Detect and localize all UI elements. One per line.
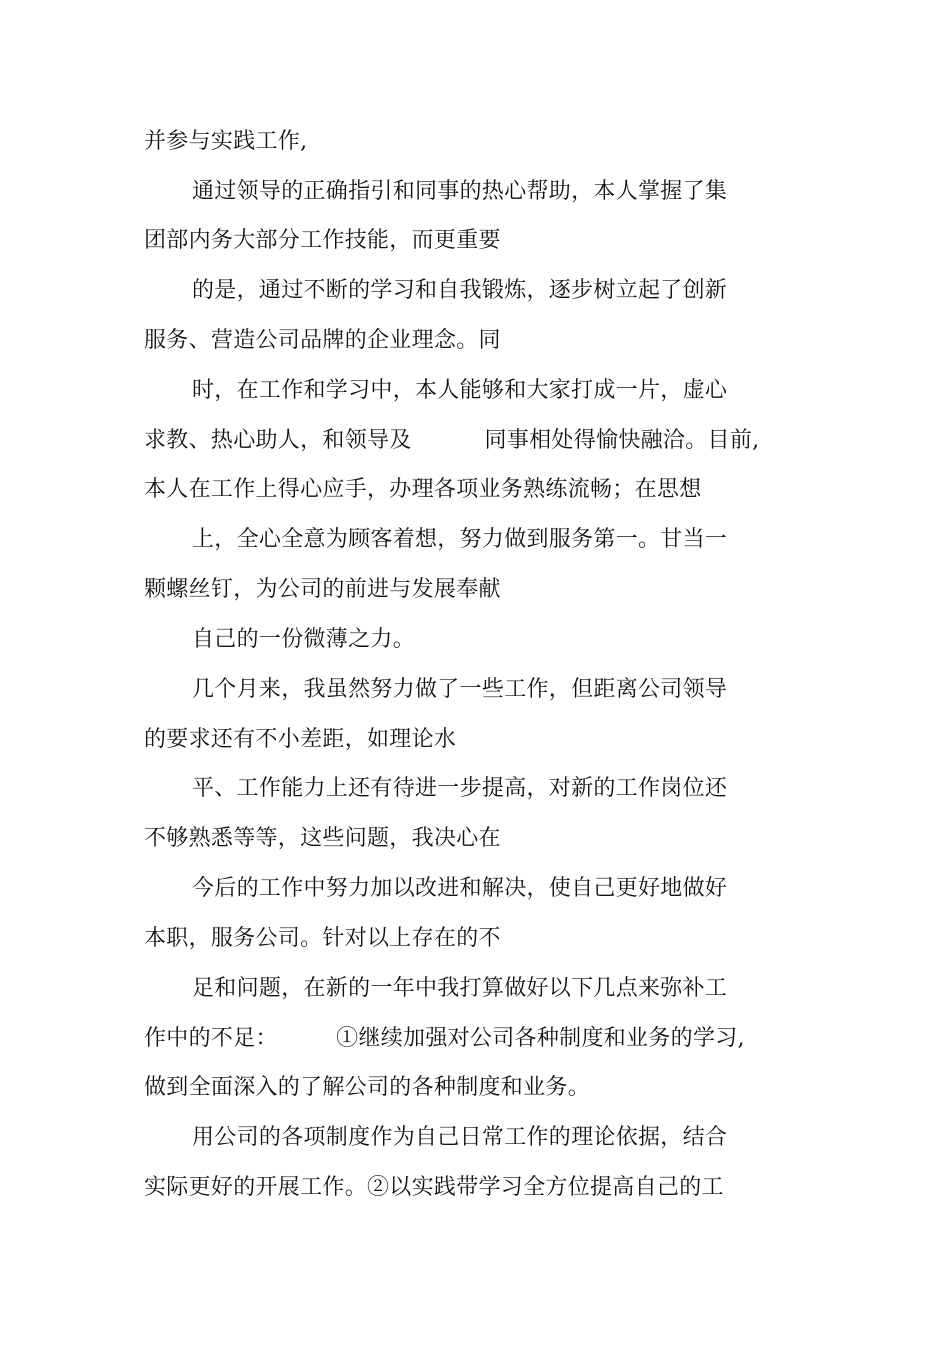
text-line: 通过领导的正确指引和同事的热心帮助，本人掌握了集 [192,179,728,204]
text-line: 几个月来，我虽然努力做了一些工作，但距离公司领导 [192,677,728,702]
text-line: 不够熟悉等等，这些问题，我决心在 [144,826,501,851]
text-line: 颗螺丝钉，为公司的前进与发展奉献 [144,577,501,602]
text-line: 并参与实践工作, [144,129,308,154]
text-line: 求教、热心助人，和领导及 同事相处得愉快融洽。目前, [144,428,760,453]
text-line: 足和问题，在新的一年中我打算做好以下几点来弥补工 [192,976,728,1001]
text-line: 本职，服务公司。针对以上存在的不 [144,926,501,951]
text-line: 的要求还有不小差距，如理论水 [144,727,457,752]
text-line: 实际更好的开展工作。②以实践带学习全方位提高自己的工 [144,1175,724,1200]
text-line: 团部内务大部分工作技能，而更重要 [144,228,501,253]
text-line: 服务、营造公司品牌的企业理念。同 [144,328,501,353]
text-line: 用公司的各项制度作为自己日常工作的理论依据，结合 [192,1125,728,1150]
text-line: 平、工作能力上还有待进一步提高，对新的工作岗位还 [192,776,728,801]
text-line: 做到全面深入的了解公司的各种制度和业务。 [144,1075,591,1100]
text-line: 时，在工作和学习中，本人能够和大家打成一片，虚心 [192,378,728,403]
text-line: 的是，通过不断的学习和自我锻炼，逐步树立起了创新 [192,278,728,303]
text-line: 上，全心全意为顾客着想，努力做到服务第一。甘当一 [192,527,728,552]
text-line: 今后的工作中努力加以改进和解决，使自己更好地做好 [192,876,728,901]
text-line: 本人在工作上得心应手，办理各项业务熟练流畅；在思想 [144,477,702,502]
text-line: 自己的一份微薄之力。 [192,627,416,652]
text-line: 作中的不足： ①继续加强对公司各种制度和业务的学习, [144,1026,745,1051]
